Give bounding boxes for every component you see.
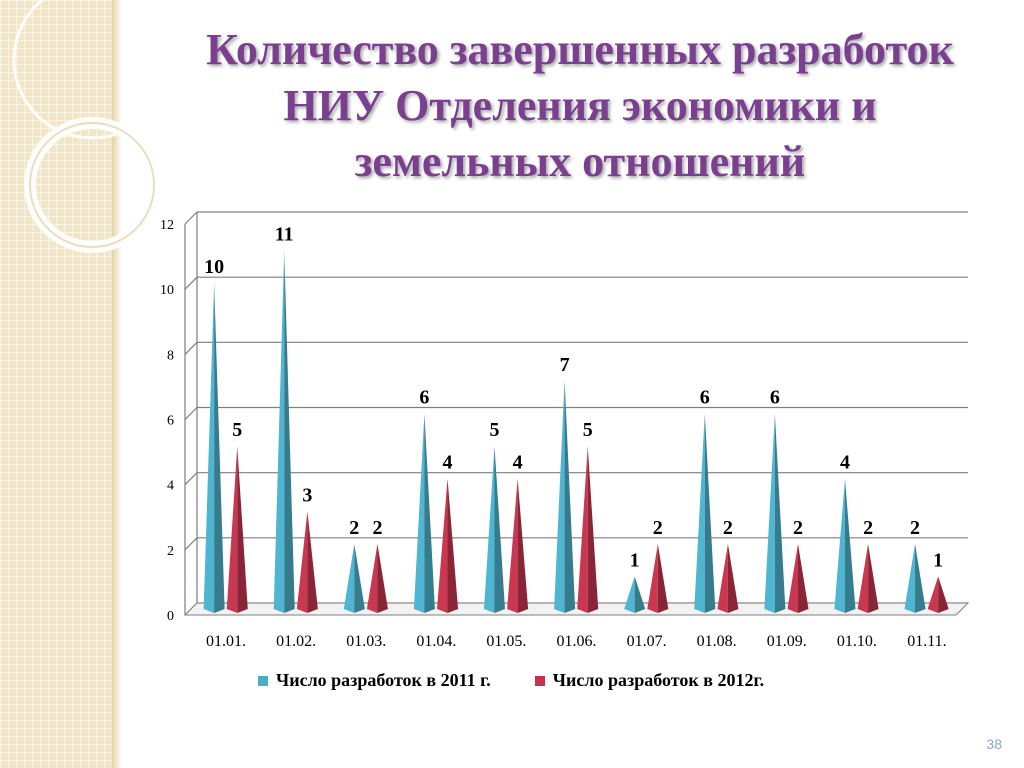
cone-right-1-0 [237, 446, 248, 613]
cone-right-1-6 [658, 544, 669, 613]
data-label-2012-5: 5 [582, 419, 593, 442]
data-label-2011-2: 2 [349, 516, 360, 539]
y-tick-label-2: 2 [167, 543, 174, 559]
data-label-2012-8: 2 [792, 516, 803, 539]
cone-right-0-5 [565, 381, 576, 613]
cone-right-1-1 [307, 511, 318, 613]
cone-right-1-10 [938, 576, 949, 613]
legend-label-2011: Число разработок в 2011 г. [276, 670, 491, 690]
cone-right-0-0 [214, 283, 225, 613]
data-label-2012-3: 4 [442, 451, 453, 474]
y-tick-label-6: 6 [167, 413, 174, 429]
data-label-2011-5: 7 [559, 353, 570, 376]
cone-right-0-7 [705, 414, 716, 614]
data-label-2012-2: 2 [372, 516, 383, 539]
cone-right-1-8 [798, 544, 809, 613]
cone-left-0-8 [764, 414, 775, 614]
cone-left-0-6 [624, 576, 635, 613]
data-label-2012-10: 1 [933, 549, 944, 572]
cone-right-0-10 [915, 544, 926, 613]
data-label-2012-7: 2 [722, 516, 733, 539]
x-tick-label-1: 01.02. [276, 633, 317, 650]
x-tick-label-7: 01.08. [696, 633, 737, 650]
data-label-2012-1: 3 [302, 484, 313, 507]
cone-left-1-1 [297, 511, 308, 613]
cone-right-0-4 [494, 446, 505, 613]
cone-right-0-6 [635, 576, 646, 613]
data-label-2011-6: 1 [629, 549, 640, 572]
gridline-depth-2 [185, 538, 197, 550]
legend-item-2012 [535, 670, 764, 691]
gridline-depth-10 [185, 277, 197, 289]
cone-left-1-9 [858, 544, 869, 613]
cone-right-0-1 [284, 251, 295, 613]
cone-left-0-9 [834, 479, 845, 613]
cone-right-0-8 [775, 414, 786, 614]
data-label-2011-9: 4 [839, 451, 850, 474]
title-line-1: Количество завершенных разработок [206, 25, 954, 74]
cone-left-0-3 [414, 414, 425, 614]
cone-right-1-4 [518, 479, 529, 613]
legend-label-2012: Число разработок в 2012г. [552, 670, 765, 690]
gridline-depth-12 [185, 212, 197, 224]
y-tick-label-0: 0 [167, 609, 174, 624]
x-tick-label-4: 01.05. [486, 633, 527, 650]
chart-legend [258, 670, 764, 691]
y-tick-label-8: 8 [167, 348, 174, 364]
x-tick-label-3: 01.04. [416, 633, 457, 650]
cone-left-1-3 [437, 479, 448, 613]
cone-left-0-7 [694, 414, 705, 614]
gridline-depth-4 [185, 473, 197, 485]
data-label-2012-0: 5 [232, 419, 243, 442]
x-tick-label-9: 01.10. [836, 633, 877, 650]
cone-right-0-9 [845, 479, 856, 613]
title-line-3: земельных отношений [354, 137, 806, 186]
cone-right-1-2 [377, 544, 388, 613]
cone-left-0-10 [905, 544, 916, 613]
y-tick-label-10: 10 [160, 283, 174, 299]
cone-left-1-7 [717, 544, 728, 613]
x-tick-label-2: 01.03. [346, 633, 387, 650]
x-tick-label-6: 01.07. [626, 633, 667, 650]
cone-left-1-0 [227, 446, 238, 613]
data-label-2011-0: 10 [204, 256, 225, 279]
data-label-2011-10: 2 [910, 516, 921, 539]
cone-right-1-7 [728, 544, 739, 613]
cone-left-0-5 [554, 381, 565, 613]
cone-right-1-3 [448, 479, 459, 613]
x-tick-label-8: 01.09. [766, 633, 807, 650]
cone-left-1-6 [647, 544, 658, 613]
legend-swatch-2011 [258, 676, 268, 686]
legend-item-2011 [258, 670, 491, 691]
data-label-2012-6: 2 [652, 516, 663, 539]
cone-left-0-1 [274, 251, 285, 613]
data-label-2012-4: 4 [512, 451, 523, 474]
x-tick-label-5: 01.06. [556, 633, 597, 650]
cone-right-1-9 [868, 544, 879, 613]
data-label-2011-1: 11 [274, 223, 294, 246]
data-label-2011-3: 6 [419, 386, 430, 409]
cone-left-0-4 [484, 446, 495, 613]
cone-right-0-3 [424, 414, 435, 614]
cone-left-1-5 [577, 446, 588, 613]
cone-left-0-0 [204, 283, 215, 613]
y-tick-label-4: 4 [167, 478, 174, 494]
title-line-2: НИУ Отделения экономики и [283, 81, 877, 130]
gridline-depth-8 [185, 342, 197, 354]
data-label-2011-4: 5 [489, 419, 500, 442]
data-label-2011-7: 6 [699, 386, 710, 409]
data-label-2012-9: 2 [863, 516, 874, 539]
x-tick-label-10: 01.11. [907, 633, 947, 650]
gridline-depth-6 [185, 408, 197, 420]
cone-left-1-8 [787, 544, 798, 613]
legend-swatch-2012 [535, 676, 545, 686]
cone-left-1-2 [367, 544, 377, 613]
y-tick-label-12: 12 [160, 218, 174, 233]
cone-left-1-4 [507, 479, 518, 613]
cone-left-0-2 [344, 544, 355, 613]
cone-right-1-5 [588, 446, 599, 613]
x-tick-label-0: 01.01. [206, 633, 247, 650]
cone-left-1-10 [928, 576, 939, 613]
page-number: 38 [986, 736, 1002, 752]
cone-right-0-2 [354, 544, 365, 613]
data-label-2011-8: 6 [769, 386, 780, 409]
